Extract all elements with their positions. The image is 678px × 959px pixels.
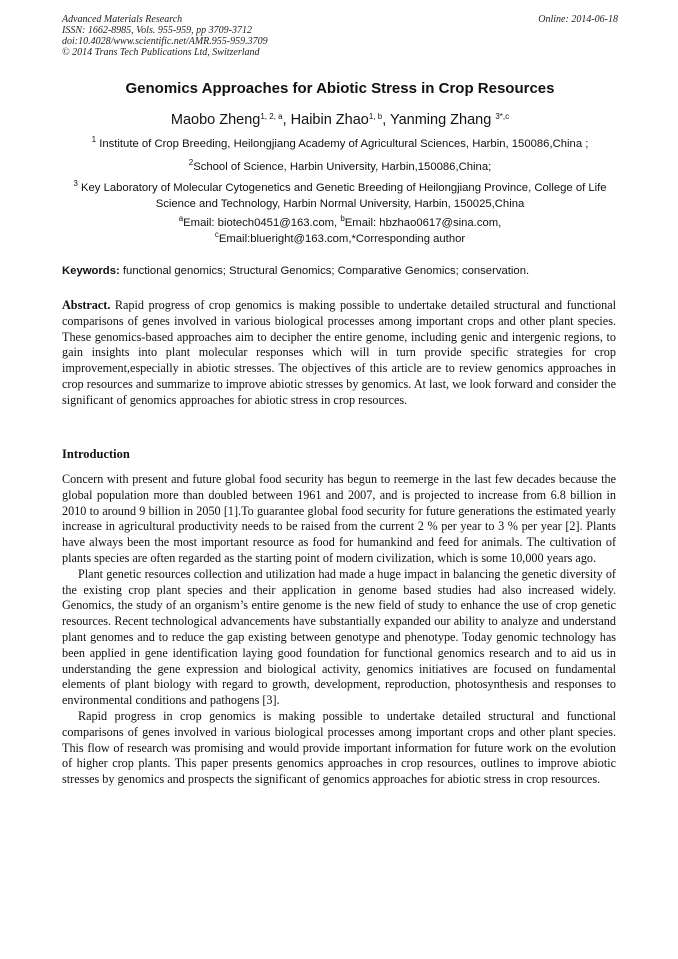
author-name: Haibin Zhao <box>290 112 369 128</box>
affiliation-3 <box>62 181 618 212</box>
author-separator: , <box>282 112 291 128</box>
section-heading-introduction: Introduction <box>62 447 130 461</box>
email-mark: a <box>178 214 184 223</box>
journal-name: Advanced Materials Research <box>62 14 183 25</box>
email-b: Email: hbzhao0617@sina.com, <box>344 217 502 229</box>
affiliation-text: Key Laboratory of Molecular Cytogenetics and Genetic Breeding of Heilongjiang Province, College of Life Science and Technology, Harbin Normal University, Harbin, 150025,China <box>77 182 607 210</box>
abstract-text: Rapid progress of crop genomics is making possible to undertake detailed structural and functional comparisons of genes involved in various biological processes among important crops and other plant species. These genomics-based approaches aim to decipher the entire genome, including genic and intergenic regions, to gain insights into plant molecular responses which will in turn provide specific strategies for crop improvement,especially in abiotic stresses. The objectives of this article are to review genomics approaches in crop resources and summarize to improve abiotic stresses by genomics. At last, we look forward and consider the significant of genomics approaches for abiotic stress in crop resources. <box>62 298 616 407</box>
affiliation-mark: 1 <box>91 135 97 144</box>
article-doi: doi:10.4028/www.scientific.net/AMR.955-959.3709 <box>62 36 268 47</box>
introduction-paragraph: Concern with present and future global food security has begun to reemerge in the last few decades because the global population more than doubled between 1961 and 2007, and is projected to increase from 6.8 billion in 2010 to around 9 billion in 2050 [1].To guarantee global food security for future generations the estimated yearly increase in agricultural productivity needs to be raised from the current 2 % per year to 3 % per year [2]. Plants have always been the most important resource as food for humankind and feed for animals. The cultivation of plants species are often regarded as the starting point of modern civilization, which is some 10,000 years ago. <box>62 472 616 565</box>
author-list <box>62 112 618 128</box>
author-separator: , <box>382 112 390 128</box>
affiliation-mark: 3 <box>73 179 78 188</box>
introduction-paragraph: Rapid progress in crop genomics is making possible to undertake detailed structural and functional comparisons of genes involved in various biological processes among important crops and other plant species. This flow of research was promising and would provide important information for future work on the evolution of higher crop plants. This paper presents genomics approaches in crop resources, outlines to improve abiotic stresses by genomics and prospects the significant of genomics approaches for abiotic stress in crop resources. <box>62 708 616 787</box>
introduction-body <box>62 472 616 788</box>
online-date: Online: 2014-06-18 <box>538 14 618 25</box>
abstract <box>62 298 616 409</box>
author-affiliation-mark: 1, 2, a <box>260 112 283 121</box>
introduction-paragraph: Plant genetic resources collection and utilization had made a huge impact in balancing the genetic diversity of the existing crop plant species and their application in genome based studies had also increased widely. Genomics, the study of an organism’s entire genome is the new field of study to enhance the use of crop genetic resources. Recent technological advancements have substantially expanded our ability to analyze and understand plant genomes and to reduce the gap existing between genotype and phenotype. Today genomic technology has been applied in gene identification laying good foundation for functional genomics research and to aid us in understanding the gene expression and biological activity, genomics initiatives are focused on fundamental elements of plant biology with regard to growth, development, reproduction, photosynthesis and responses to environmental conditions and pathogens [3]. <box>62 566 616 708</box>
affiliation-2 <box>62 160 618 176</box>
paper-title: Genomics Approaches for Abiotic Stress in Crop Resources <box>125 80 555 97</box>
email-c: Email:blueright@163.com,*Corresponding author <box>218 232 466 245</box>
email-mark: c <box>214 229 219 239</box>
affiliation-text: Institute of Crop Breeding, Heilongjiang Academy of Agricultural Sciences, Harbin, 150086,China ; <box>96 138 589 150</box>
affiliation-mark: 2 <box>188 158 194 167</box>
author-affiliation-mark: 1, b <box>368 112 383 121</box>
email-a: Email: biotech0451@163.com, <box>183 217 341 229</box>
author-emails <box>62 216 618 247</box>
author-name: Maobo Zheng <box>170 112 261 128</box>
author-affiliation-mark: 3*,c <box>495 112 510 121</box>
keywords <box>62 264 618 280</box>
journal-issn: ISSN: 1662-8985, Vols. 955-959, pp 3709-3712 <box>62 25 252 36</box>
abstract-label: Abstract. <box>62 298 111 312</box>
journal-header <box>62 14 618 58</box>
author-name: Yanming Zhang <box>390 112 496 128</box>
copyright-notice: © 2014 Trans Tech Publications Ltd, Switzerland <box>62 47 260 58</box>
keywords-text: functional genomics; Structural Genomics; Comparative Genomics; conservation. <box>119 265 530 277</box>
affiliation-1 <box>62 137 618 153</box>
keywords-label: Keywords: <box>62 265 120 277</box>
email-mark: b <box>340 214 345 223</box>
affiliation-text: School of Science, Harbin University, Harbin,150086,China; <box>193 161 492 173</box>
